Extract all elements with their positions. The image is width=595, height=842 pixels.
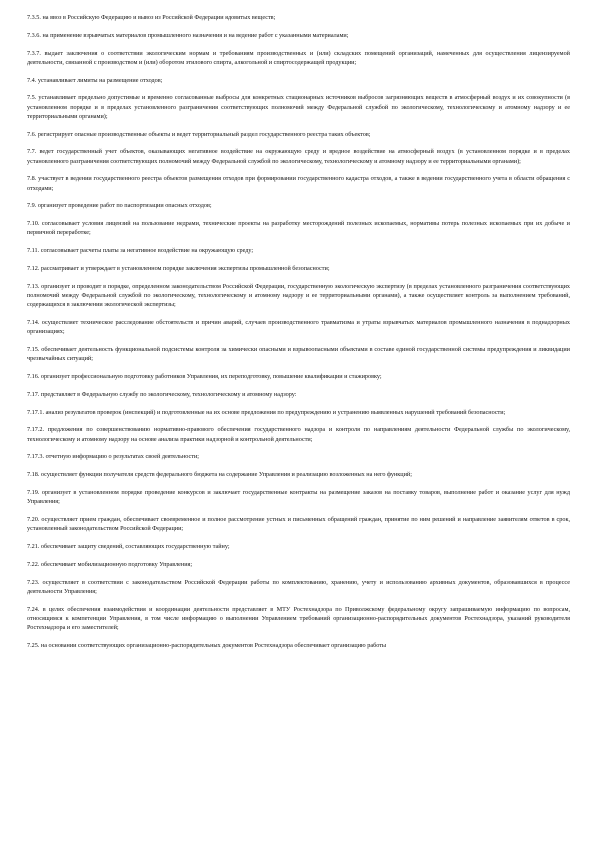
paragraph-7-17: 7.17. представляет в Федеральную службу по экологическому, технологическому и атомному надзору: (27, 390, 297, 398)
paragraph-7-22: 7.22. обеспечивает мобилизационную подготовку Управления; (27, 560, 193, 568)
paragraph-7-7: 7.7. ведет государственный учет объектов, оказывающих негативное воздействие на окружающую среду и вредное воздействие на атмосферный воздух (в установленном порядке и в пределах установленного разграничения соответствующих полномочий между Федеральной службой по экологическому, технологическому и атомному надзору и ее территориальными органами); (27, 148, 570, 165)
paragraph-7-12: 7.12. рассматривает и утверждает в установленном порядке заключения экспертизы промышленной безопасности; (27, 264, 330, 272)
paragraph-7-14: 7.14. осуществляет техническое расследование обстоятельств и причин аварий, случаев производственного травматизма и утраты взрывчатых материалов промышленного назначения в поднадзорных организациях; (27, 318, 570, 336)
paragraph-7-3-7: 7.3.7. выдает заключения о соответствии экологическим нормам и требованиям производственных и (или) складских помещений организаций, намеченных для осуществления лицензируемой деятельности, связанной с производством и (или) оборотом этилового спирта, алкогольной и спиртосодержащей продукции; (27, 49, 570, 66)
paragraph-7-21: 7.21. обеспечивает защиту сведений, составляющих государственную тайну; (27, 542, 230, 550)
paragraph-7-10: 7.10. согласовывает условия лицензий на пользование недрами, технические проекты на разработку месторождений полезных ископаемых, нормативы потерь полезных ископаемых при их добыче и первичной переработке; (27, 220, 570, 237)
paragraph-7-13: 7.13. организует и проводит в порядке, определенном законодательством Российской Федерации, государственную экологическую экспертизу (в пределах установленного разграничения соответствующих полномочий между Федеральной службой по экологическому, технологическому и атомному надзору и ее территориальными органами), а также осуществляет контроль за выполнением требований, содержащихся в заключении экологической экспертизы; (27, 282, 570, 309)
paragraph-7-19: 7.19. организует в установленном порядке проведение конкурсов и заключает государственные контракты на размещение заказов на поставку товаров, выполнение работ и оказание услуг для нужд Управления; (27, 488, 570, 506)
document-body (27, 13, 570, 659)
paragraph-7-15: 7.15. обеспечивает деятельность функциональной подсистемы контроля за химически опасными и взрывоопасными объектами в составе единой государственной системы предупреждения и ликвидации чрезвычайных ситуаций; (27, 345, 570, 363)
paragraph-7-4: 7.4. устанавливает лимиты на размещение отходов; (27, 76, 163, 84)
paragraph-7-25: 7.25. на основании соответствующих организационно-распорядительных документов Ростехнадзора обеспечивает организацию работы (27, 641, 387, 649)
paragraph-7-17-1: 7.17.1. анализ результатов проверок (инспекций) и подготовленные на их основе предложения по предупреждению и устранению выявленных нарушений требований безопасности; (27, 408, 506, 416)
paragraph-7-5: 7.5. устанавливает предельно допустимые и временно согласованные выбросы для конкретных стационарных источников выбросов загрязняющих веществ в атмосферный воздух и их совокупности (в установленном порядке и в пределах установленного разграничения соответствующих полномочий между Федеральной службой по экологическому, технологическому и атомному надзору и ее территориальными органами); (27, 94, 570, 120)
paragraph-7-9: 7.9. организует проведение работ по паспортизации опасных отходов; (27, 202, 212, 210)
paragraph-7-6: 7.6. регистрирует опасные производственные объекты и ведет территориальный раздел государственного реестра таких объектов; (27, 130, 371, 138)
paragraph-7-18: 7.18. осуществляет функции получателя средств федерального бюджета на содержание Управления и реализацию возложенных на него функций; (27, 471, 412, 479)
paragraph-7-17-2: 7.17.2. предложения по совершенствованию нормативно-правового обеспечения государственного надзора и контроля по направлениям деятельности Федеральной службы по экологическому, технологическому и атомному надзору на основе анализа практики надзорной и контрольной деятельности; (27, 426, 570, 443)
paragraph-7-3-6: 7.3.6. на применение взрывчатых материалов промышленного назначения и на ведение работ с указанными материалами; (27, 31, 349, 39)
paragraph-7-8: 7.8. участвует в ведении государственного реестра объектов размещения отходов при формировании государственного кадастра отходов, а также в ведении государственного учета в области обращения с отходами; (27, 175, 570, 192)
paragraph-7-20: 7.20. осуществляет прием граждан, обеспечивает своевременное и полное рассмотрение устных и письменных обращений граждан, принятие по ним решений и направление заявителям ответов в срок, установленный законодательством Российской Федерации; (27, 515, 570, 533)
paragraph-7-3-5: 7.3.5. на ввоз в Российскую Федерацию и вывоз из Российской Федерации ядовитых веществ; (27, 14, 276, 21)
paragraph-7-16: 7.16. организует профессиональную подготовку работников Управления, их переподготовку, повышение квалификации и стажировку; (27, 372, 382, 380)
paragraph-7-11: 7.11. согласовывает расчеты платы за негативное воздействие на окружающую среду; (27, 247, 254, 255)
paragraph-7-24: 7.24. в целях обеспечения взаимодействия и координации деятельности представляет в МТУ Ростехнадзора по Приволжскому федеральному округу запрашиваемую информацию по вопросам, относящимся к компетенции Управления, в том числе информацию о выполнении Управлением требований организационно-распорядительных документов Ростехнадзора, указаний руководителя Ростехнадзора и его заместителей; (27, 605, 570, 631)
paragraph-7-17-3: 7.17.3. отчетную информацию о результатах своей деятельности; (27, 453, 199, 461)
paragraph-7-23: 7.23. осуществляет в соответствии с законодательством Российской Федерации работы по комплектованию, хранению, учету и использованию архивных документов, образовавшихся в процессе деятельности Управления; (27, 578, 570, 595)
